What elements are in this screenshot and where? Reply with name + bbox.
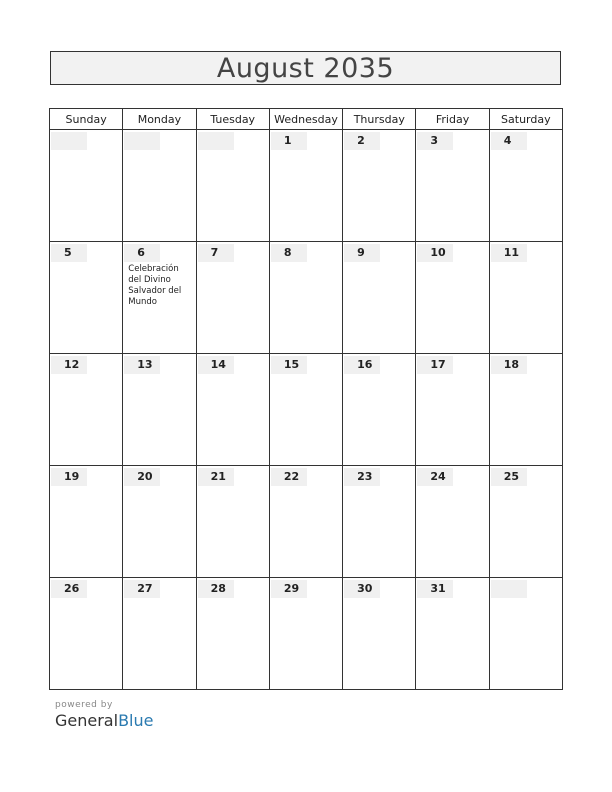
brand-blue: Blue <box>118 711 154 730</box>
calendar-day-cell <box>416 466 489 578</box>
calendar-day-cell <box>123 242 196 354</box>
day-number <box>124 132 160 150</box>
day-number: 27 <box>124 580 160 598</box>
day-number: 28 <box>198 580 234 598</box>
weekday-header-row <box>50 109 563 130</box>
day-number: 3 <box>417 132 453 150</box>
calendar-day-cell <box>269 578 342 690</box>
weekday-header: Friday <box>416 109 489 130</box>
calendar-day-cell <box>343 578 416 690</box>
day-number: 14 <box>198 356 234 374</box>
weekday-header: Monday <box>123 109 196 130</box>
day-number: 15 <box>271 356 307 374</box>
day-number: 8 <box>271 244 307 262</box>
day-number: 2 <box>344 132 380 150</box>
day-number: 24 <box>417 468 453 486</box>
day-number: 17 <box>417 356 453 374</box>
day-number: 5 <box>51 244 87 262</box>
calendar-day-cell <box>416 578 489 690</box>
weekday-header: Sunday <box>50 109 123 130</box>
calendar-day-cell <box>416 130 489 242</box>
weekday-header: Saturday <box>489 109 562 130</box>
calendar-day-cell <box>50 354 123 466</box>
day-number: 25 <box>491 468 527 486</box>
day-number: 26 <box>51 580 87 598</box>
calendar-title-bar <box>50 51 561 85</box>
calendar-day-cell <box>489 130 562 242</box>
day-number: 9 <box>344 244 380 262</box>
calendar-day-cell <box>123 466 196 578</box>
calendar-day-cell <box>196 130 269 242</box>
calendar-day-cell <box>489 466 562 578</box>
day-number: 6 <box>124 244 160 262</box>
calendar-day-cell <box>123 578 196 690</box>
calendar-day-cell <box>50 242 123 354</box>
day-number: 18 <box>491 356 527 374</box>
calendar-day-cell <box>123 354 196 466</box>
calendar-day-cell <box>50 466 123 578</box>
day-number: 19 <box>51 468 87 486</box>
day-number <box>198 132 234 150</box>
footer-branding <box>55 700 153 730</box>
calendar-week-row <box>50 466 563 578</box>
weekday-header: Tuesday <box>196 109 269 130</box>
weekday-header: Thursday <box>343 109 416 130</box>
calendar-day-cell <box>196 466 269 578</box>
calendar-day-cell <box>343 130 416 242</box>
day-number: 29 <box>271 580 307 598</box>
day-number: 12 <box>51 356 87 374</box>
calendar-day-cell <box>269 466 342 578</box>
calendar-week-row <box>50 354 563 466</box>
day-number: 11 <box>491 244 527 262</box>
calendar-day-cell <box>343 354 416 466</box>
day-number: 7 <box>198 244 234 262</box>
calendar-day-cell <box>50 578 123 690</box>
calendar-day-cell <box>343 466 416 578</box>
day-number: 1 <box>271 132 307 150</box>
day-number: 20 <box>124 468 160 486</box>
brand-logo <box>55 711 153 730</box>
day-number: 10 <box>417 244 453 262</box>
powered-by-text: powered by <box>55 700 113 710</box>
calendar-week-row <box>50 242 563 354</box>
calendar-day-cell <box>269 354 342 466</box>
calendar-title: August 2035 <box>216 52 395 84</box>
day-number: 23 <box>344 468 380 486</box>
calendar-body <box>50 130 563 690</box>
day-number: 21 <box>198 468 234 486</box>
day-number <box>51 132 87 150</box>
calendar-day-cell <box>489 354 562 466</box>
day-number: 31 <box>417 580 453 598</box>
calendar-day-cell <box>416 242 489 354</box>
day-number <box>491 580 527 598</box>
day-number: 22 <box>271 468 307 486</box>
calendar-day-cell <box>196 354 269 466</box>
calendar-day-cell <box>50 130 123 242</box>
weekday-header: Wednesday <box>269 109 342 130</box>
calendar-day-cell <box>416 354 489 466</box>
calendar-day-cell <box>343 242 416 354</box>
calendar-grid <box>49 108 563 690</box>
calendar-day-cell <box>123 130 196 242</box>
day-number: 13 <box>124 356 160 374</box>
calendar-day-cell <box>489 578 562 690</box>
day-number: 4 <box>491 132 527 150</box>
holiday-event: Celebración del Divino Salvador del Mundo <box>128 264 182 307</box>
brand-general: General <box>55 711 119 730</box>
calendar-day-cell <box>196 242 269 354</box>
calendar-day-cell <box>196 578 269 690</box>
calendar-day-cell <box>269 130 342 242</box>
day-number: 30 <box>344 580 380 598</box>
calendar-week-row <box>50 578 563 690</box>
calendar-week-row <box>50 130 563 242</box>
calendar-day-cell <box>269 242 342 354</box>
calendar-day-cell <box>489 242 562 354</box>
day-number: 16 <box>344 356 380 374</box>
